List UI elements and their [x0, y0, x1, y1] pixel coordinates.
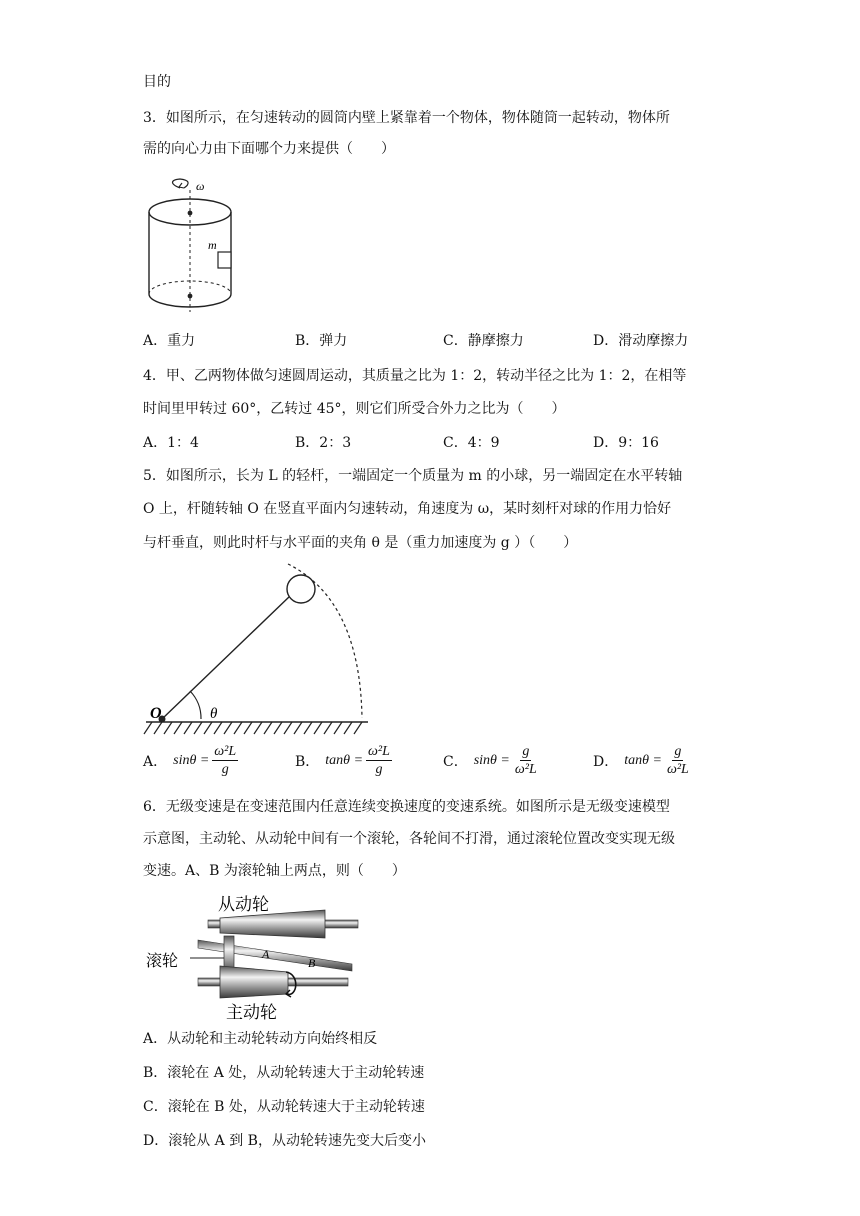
q3-option-c: C．静摩擦力: [443, 333, 524, 349]
q6-option-a: A．从动轮和主动轮转动方向始终相反: [143, 1031, 378, 1047]
q3-option-a: A．重力: [143, 333, 196, 349]
q5-option-d: D． tanθ = $\frac{g}{\text{ω²L}}$: [593, 744, 689, 777]
q3-stem-line1: 3．如图所示，在匀速转动的圆筒内壁上紧靠着一个物体，物体随筒一起转动，物体所: [143, 110, 670, 126]
q5-option-a: A． sinθ = $\frac{\text{ω²L}}{g}$: [143, 744, 237, 777]
ball: [287, 575, 315, 603]
roller-label: 滚轮: [146, 953, 179, 970]
q4-stem-line1: 4．甲、乙两物体做匀速圆周运动，其质量之比为 1：2，转动半径之比为 1：2，在相等: [143, 368, 687, 384]
page-top-text: 目的: [143, 74, 171, 90]
q6-cvt-figure: [140, 888, 370, 1023]
q5-stem-line2: O 上，杆随转轴 O 在竖直平面内匀速转动，角速度为 ω，某时刻杆对球的作用力恰好: [143, 501, 672, 517]
q6-stem-line3: 变速。A、B 为滚轮轴上两点，则（ ）: [143, 863, 406, 879]
omega-label: ω: [196, 179, 205, 193]
mass-block: [218, 252, 231, 268]
q4-option-d: D．9：16: [593, 435, 659, 451]
q6-option-c: C．滚轮在 B 处，从动轮转速大于主动轮转速: [143, 1099, 425, 1115]
theta-label: θ: [210, 706, 218, 722]
point-a-label: A: [262, 947, 270, 961]
q5-option-b: B． tanθ = $\frac{\text{ω²L}}{g}$: [295, 744, 390, 777]
q6-option-b: B．滚轮在 A 处，从动轮转速大于主动轮转速: [143, 1065, 425, 1081]
q6-stem-line1: 6．无级变速是在变速范围内任意连续变换速度的变速系统。如图所示是无级变速模型: [143, 799, 670, 815]
q3-stem-line2: 需的向心力由下面哪个力来提供（ ）: [143, 141, 395, 157]
pivot-label: O: [150, 705, 162, 722]
q5-rod-figure: [140, 560, 380, 740]
q4-option-a: A．1：4: [143, 435, 199, 451]
q5-stem-line3: 与杆垂直，则此时杆与水平面的夹角 θ 是（重力加速度为 g ）（ ）: [143, 535, 578, 551]
mass-label: m: [208, 238, 217, 252]
driven-wheel-label: 从动轮: [218, 895, 269, 914]
q5-stem-line1: 5．如图所示，长为 L 的轻杆，一端固定一个质量为 m 的小球，另一端固定在水平转轴: [143, 468, 683, 484]
q4-option-b: B．2：3: [295, 435, 352, 451]
q5-option-c: C． sinθ = $\frac{g}{\text{ω²L}}$: [443, 744, 537, 777]
q6-stem-line2: 示意图，主动轮、从动轮中间有一个滚轮，各轮间不打滑，通过滚轮位置改变实现无级: [143, 831, 675, 847]
point-b-label: B: [308, 956, 316, 970]
q6-option-d: D．滚轮从 A 到 B，从动轮转速先变大后变小: [143, 1133, 426, 1149]
q4-option-c: C．4：9: [443, 435, 500, 451]
q4-stem-line2: 时间里甲转过 60°，乙转过 45°，则它们所受合外力之比为（ ）: [143, 401, 566, 417]
q3-option-d: D．滑动摩擦力: [593, 333, 689, 349]
driver-wheel-label: 主动轮: [226, 1003, 277, 1022]
q3-cylinder-figure: [140, 176, 250, 316]
q3-option-b: B．弹力: [295, 333, 348, 349]
